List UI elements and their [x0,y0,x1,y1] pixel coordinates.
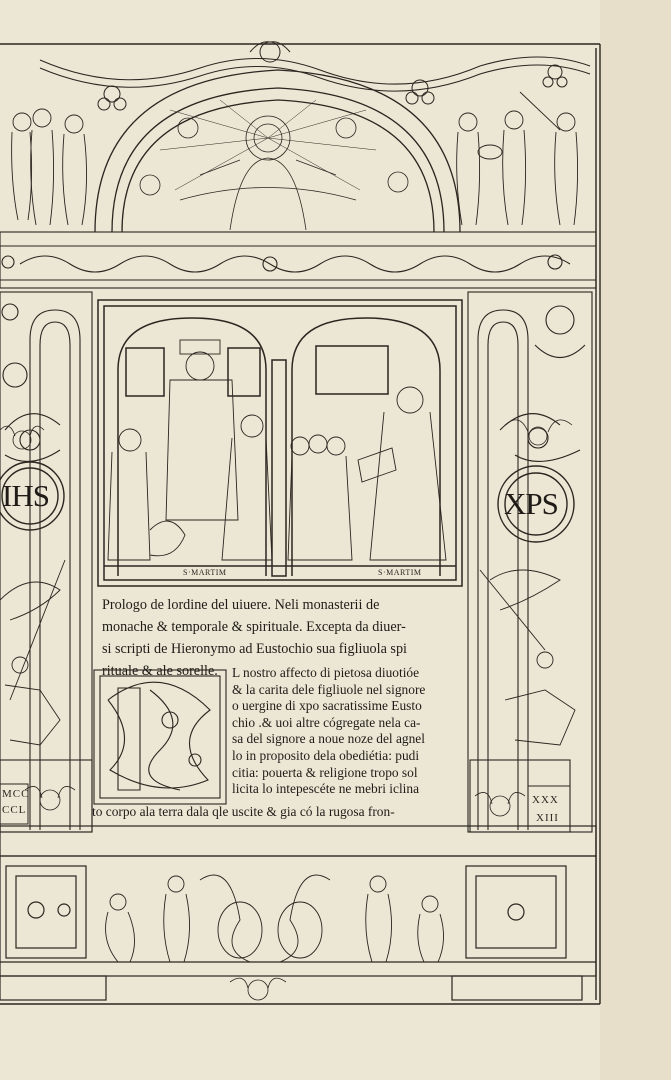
body-line: chio .& uoi altre cógregate nela ca- [232,714,421,730]
numeral-right-bottom: XIII [536,812,559,824]
body-line: citia: pouerta & religione tropo sol [232,764,418,780]
numeral-left-bottom: CCL [2,804,27,816]
body-line: o uergine di xpo sacratissime Eusto [232,698,422,714]
ihs-monogram: IHS [2,478,49,513]
heading-line: rituale & ale sorelle. [102,663,218,679]
caption-right: S·MARTIM [378,568,422,577]
body-line: L nostro affecto di pietosa diuotióe [232,665,420,680]
body-line: sa del signore a noue noze del agnel [232,731,425,747]
numeral-right-top: XXX [532,794,559,806]
xps-monogram: XPS [504,486,558,521]
heading-line: Prologo de lordine del uiuere. Neli monasterii de [102,597,380,613]
heading-line: monache & temporale & spirituale. Excepta da diuer- [102,619,406,635]
body-line: lo in proposito dela obediétia: pudi [232,747,420,763]
body-line: licita lo intepescéte ne mebri iclina [232,781,420,797]
prologue-body [232,665,472,798]
numeral-left-top: MCC [2,788,30,800]
body-line: & la carita dele figliuole nel signore [232,681,426,697]
caption-left: S·MARTIM [183,568,227,577]
heading-line: si scripti de Hieronymo ad Eustochio sua figliuola spi [102,641,407,657]
body-last-line: to corpo ala terra dala qle uscite & gia có la rugosa fron- [92,804,395,819]
